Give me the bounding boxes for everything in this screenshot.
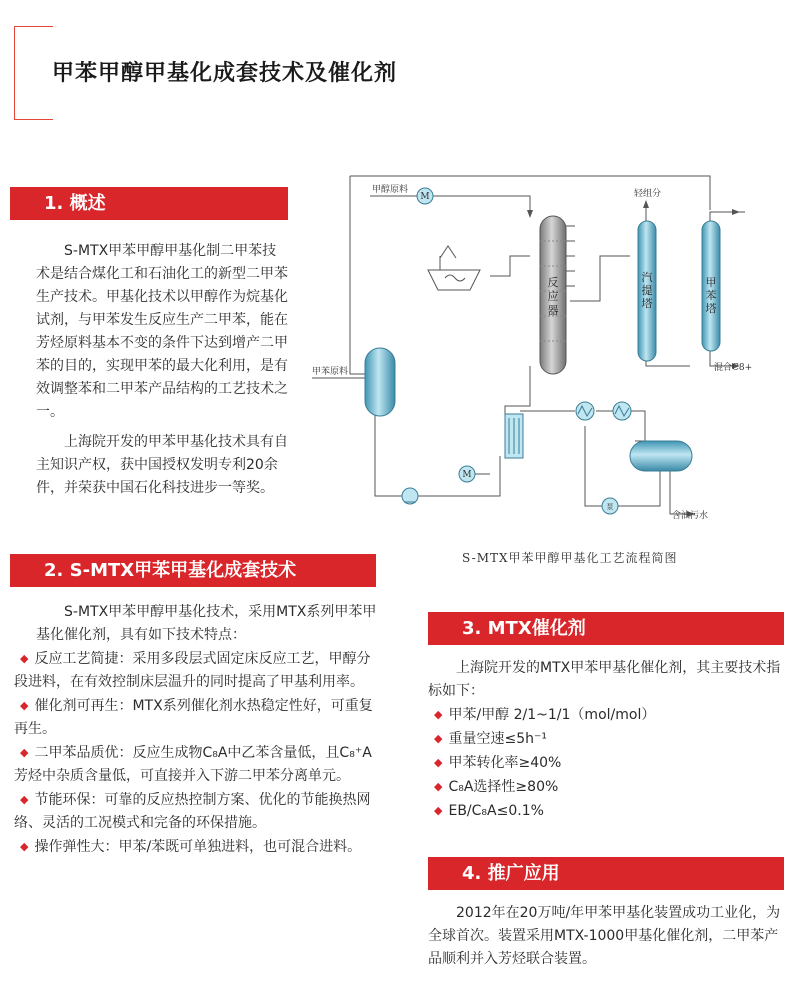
svg-text:泵: 泵 (606, 503, 614, 511)
diamond-bullet-icon: ◆ (434, 732, 443, 745)
section-4-paragraph: 2012年在20万吨/年甲苯甲基化装置成功工业化，为全球首次。装置采用MTX-1000甲基化催化剂，二甲苯产品顺利并入芳烃联合装置。 (428, 905, 781, 967)
stripper-label-2: 提 (641, 284, 653, 297)
list-item: ◆ 甲苯转化率≥40% (434, 755, 562, 771)
diamond-bullet-icon: ◆ (20, 652, 29, 665)
reactor-label-1: 反 (547, 276, 559, 289)
list-item: ◆ EB/C₈A≤0.1% (434, 803, 544, 819)
cooler-2-icon (613, 402, 631, 420)
diamond-bullet-icon: ◆ (434, 780, 443, 793)
section-3-intro: 上海院开发的MTX甲苯甲基化催化剂，其主要技术指标如下： (428, 660, 781, 699)
stripper-label-3: 塔 (641, 297, 653, 310)
list-item: ◆ C₈A选择性≥80% (434, 779, 559, 795)
toluene-feed-label: 甲苯原料 (312, 367, 349, 377)
svg-text:M: M (462, 470, 472, 480)
list-item: ◆ 节能环保：可靠的反应热控制方案、优化的节能换热网络、灵活的工况模式和完备的环保措施。 (14, 792, 371, 831)
list-item: ◆ 催化剂可再生：MTX系列催化剂水热稳定性好，可重复再生。 (14, 698, 373, 737)
methanol-feed-label: 甲醇原料 (372, 185, 409, 195)
section-2-bullet-list (14, 647, 380, 859)
section-2-heading: 2. S-MTX甲苯甲基化成套技术 (10, 554, 376, 587)
methanol-compressor-icon (417, 188, 433, 204)
compressor-icon (459, 466, 475, 482)
diamond-bullet-icon: ◆ (20, 699, 29, 712)
feed-drum (365, 348, 395, 416)
heater-symbol (428, 246, 480, 290)
diamond-bullet-icon: ◆ (434, 804, 443, 817)
section-1-paragraph-2: 上海院开发的甲苯甲基化技术具有自主知识产权，获中国授权发明专利20余件，并荣获中国石化科技进步一等奖。 (36, 434, 288, 496)
separator-drum (630, 441, 692, 471)
toluene-column-label-2: 苯 (705, 289, 717, 302)
heat-exchanger (505, 414, 523, 458)
reactor-label-2: 应 (547, 290, 559, 303)
list-item: ◆ 反应工艺简捷：采用多段层式固定床反应工艺，甲醇分段进料，在有效控制床层温升的同时提高了甲基利用率。 (14, 651, 371, 690)
diamond-bullet-icon: ◆ (20, 840, 29, 853)
section-2-intro: S-MTX甲苯甲醇甲基化技术，采用MTX系列甲苯甲基化催化剂，具有如下技术特点： (36, 604, 377, 643)
light-ends-label: 轻组分 (634, 189, 662, 199)
toluene-column-label-1: 甲 (705, 276, 717, 289)
diagram-caption: S-MTX甲苯甲醇甲基化工艺流程简图 (462, 551, 678, 565)
list-item: ◆ 操作弹性大：甲苯/苯既可单独进料，也可混合进料。 (20, 839, 362, 855)
feed-pump-icon (402, 488, 418, 504)
oily-water-label: 含油污水 (672, 511, 709, 521)
stripper-label-1: 汽 (641, 271, 653, 284)
diamond-bullet-icon: ◆ (20, 746, 29, 759)
svg-text:M: M (420, 192, 430, 202)
diamond-bullet-icon: ◆ (20, 793, 29, 806)
section-3-spec-list (428, 703, 784, 823)
section-1-paragraph-1: S-MTX甲苯甲醇甲基化制二甲苯技术是结合煤化工和石油化工的新型二甲苯生产技术。甲基化技术以甲醇作为烷基化试剂，与甲苯发生反应生产二甲苯，能在芳烃原料基本不变的条件下达到增产二甲苯的目的，实现甲苯的最大化利用，是有效调整苯和二甲苯产品结构的工艺技术之一。 (36, 243, 288, 420)
toluene-column-label-3: 塔 (705, 302, 717, 315)
diamond-bullet-icon: ◆ (434, 756, 443, 769)
section-4-heading: 4. 推广应用 (428, 857, 784, 890)
water-pump-icon (602, 498, 618, 514)
process-flow-diagram (300, 166, 780, 536)
mixed-c8-label: 混合C8+ (714, 363, 753, 373)
cooler-1-icon (576, 402, 594, 420)
section-1-heading: 1. 概述 (10, 187, 288, 220)
reactor-label-3: 器 (547, 304, 559, 317)
diamond-bullet-icon: ◆ (434, 708, 443, 721)
list-item: ◆ 二甲苯品质优：反应生成物C₈A中乙苯含量低，且C₈⁺A芳烃中杂质含量低，可直接并入下游二甲苯分离单元。 (14, 745, 372, 784)
title-bracket (14, 26, 53, 120)
page-title: 甲苯甲醇甲基化成套技术及催化剂 (52, 61, 398, 86)
list-item: ◆ 甲苯/甲醇 2/1~1/1（mol/mol） (434, 707, 656, 723)
list-item: ◆ 重量空速≤5h⁻¹ (434, 731, 547, 747)
section-3-heading: 3. MTX催化剂 (428, 612, 784, 645)
